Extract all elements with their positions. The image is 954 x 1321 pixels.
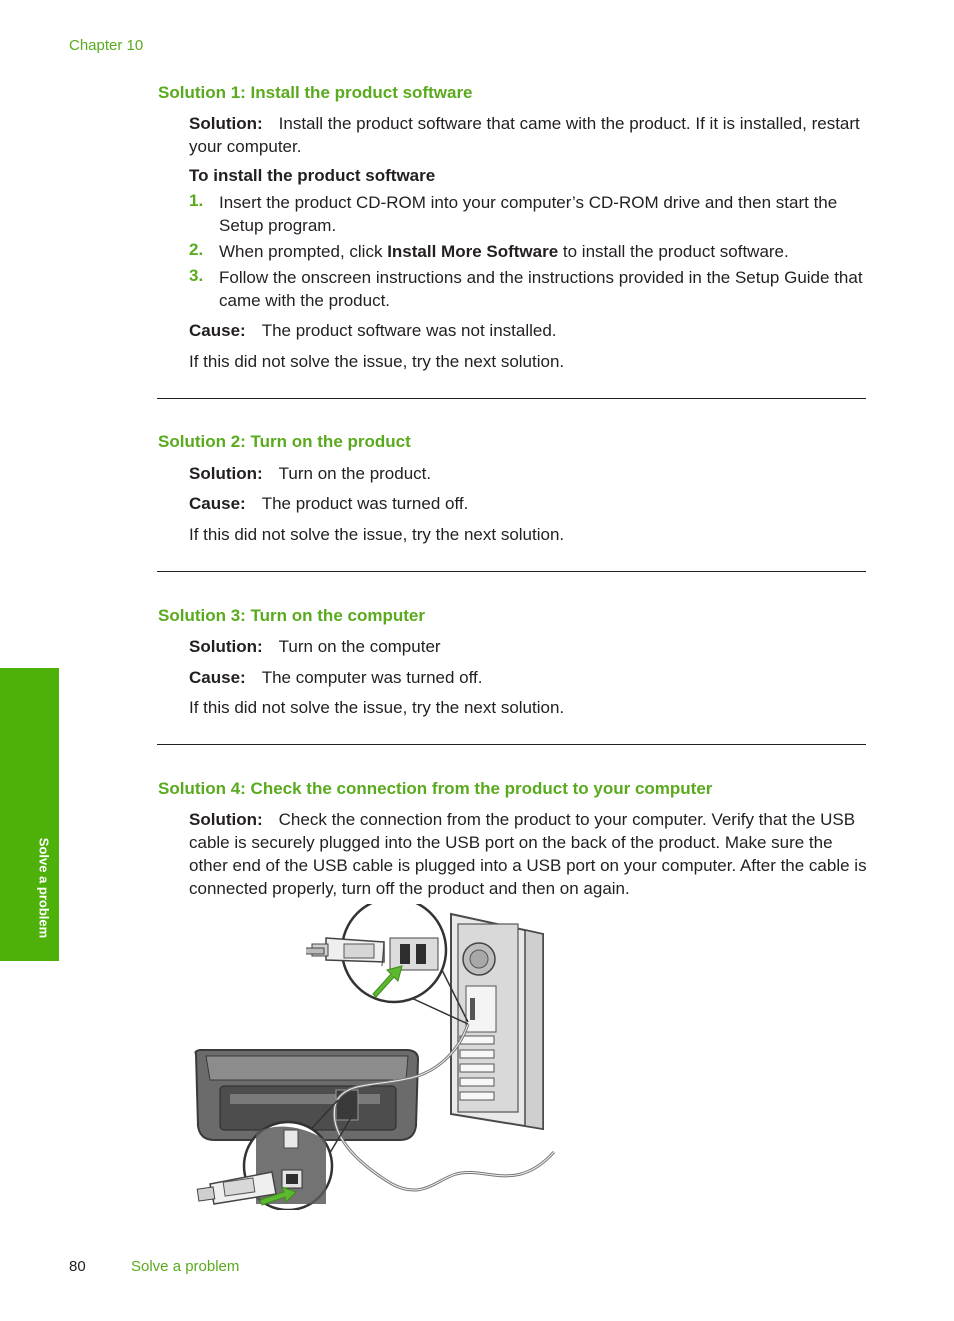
solution1-cause [189,319,869,342]
solution1-solution [189,112,869,158]
solution3-next: If this did not solve the issue, try the next solution. [189,698,565,717]
page-number: 80 [69,1258,86,1275]
solution-text: Install the product software that came with the product. If it is installed, restart your computer. [189,114,860,156]
cause-text: The computer was turned off. [261,668,483,687]
cause-label: Cause: [189,668,246,687]
solution1-heading: Solution 1: Install the product software [158,83,473,102]
step-text: Insert the product CD-ROM into your computer’s CD-ROM drive and then start the Setup program. [219,193,838,235]
solution3-cause [189,666,869,689]
cause-label: Cause: [189,321,246,340]
usb-connection-illustration [186,904,558,1210]
computer-tower-icon [451,914,543,1129]
install-more-software-label: Install More Software [387,242,559,261]
side-tab-label: Solve a problem [36,837,52,939]
step-number: 1. [189,191,204,210]
solution-label: Solution: [189,464,263,483]
footer-section: Solve a problem [131,1258,240,1275]
solution2-cause [189,492,869,515]
solution1-next: If this did not solve the issue, try the next solution. [189,352,565,371]
solution-text: Turn on the computer [278,637,441,656]
step-number: 2. [189,240,204,259]
cause-text: The product was turned off. [261,494,469,513]
solution-label: Solution: [189,637,263,656]
solution3-solution [189,635,869,658]
solution-text: Check the connection from the product to your computer. Verify that the USB cable is securely plugged into the USB port on the back of the product. Make sure the other end of the USB cable is plugged into a USB port on your computer. After the cable is connected properly, turn off the product and then on again. [189,810,867,898]
solution-label: Solution: [189,810,263,829]
solution1-subheading: To install the product software [189,166,436,185]
solution-text: Turn on the product. [278,464,432,483]
computer-usb-zoom [306,904,446,1002]
solution3-heading: Solution 3: Turn on the computer [158,606,425,625]
cause-text: The product software was not installed. [261,321,557,340]
divider [157,571,866,572]
solution4-heading: Solution 4: Check the connection from the product to your computer [158,779,713,798]
solution2-heading: Solution 2: Turn on the product [158,432,411,451]
solution2-solution [189,462,869,485]
solution2-next: If this did not solve the issue, try the next solution. [189,525,565,544]
cause-label: Cause: [189,494,246,513]
step-text: Follow the onscreen instructions and the instructions provided in the Setup Guide that came with the product. [219,268,863,310]
solution4-solution [189,808,869,900]
solution-label: Solution: [189,114,263,133]
divider [157,398,866,399]
divider [157,744,866,745]
chapter-header: Chapter 10 [69,37,144,54]
step-text: When prompted, click Install More Software to install the product software. [219,242,789,261]
step-number: 3. [189,266,204,285]
